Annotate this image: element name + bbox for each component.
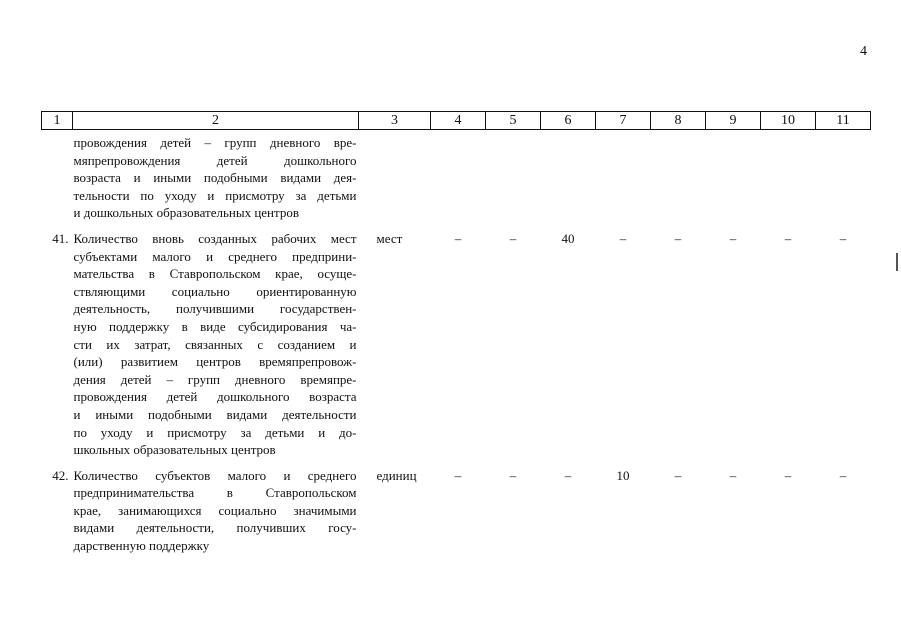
header-cell: 8: [651, 112, 706, 130]
value-cell: –: [509, 467, 517, 483]
text-line: (или) развитием центров времяпрепровож-: [73, 354, 357, 370]
header-cell: 10: [761, 112, 816, 130]
header-cell: 2: [73, 112, 359, 130]
header-cell: 4: [431, 112, 486, 130]
header-cell: 1: [42, 112, 73, 130]
value-cell: –: [454, 467, 462, 483]
value-cell: –: [784, 467, 792, 483]
header-cell: 5: [486, 112, 541, 130]
header-cell: 7: [596, 112, 651, 130]
text-line: сти их затрат, связанных с созданием и: [73, 336, 357, 352]
text-line: мательства в Ставропольском крае, осуще-: [73, 266, 357, 282]
unit-cell: мест: [376, 230, 403, 246]
margin-mark: [896, 253, 898, 271]
indicator-description: [73, 467, 359, 563]
row-number: 41.: [52, 230, 69, 246]
indicators-table-container: [41, 111, 870, 563]
text-line: провождения детей – групп дневного вре-: [73, 135, 357, 150]
header-cell: 6: [541, 112, 596, 130]
value-cell: –: [674, 467, 682, 483]
header-cell: 11: [816, 112, 871, 130]
text-line: и дошкольных образовательных центров: [73, 205, 299, 221]
text-line: мяпрепровождения детей дошкольного: [73, 152, 357, 168]
text-line: крае, занимающихся социально значимыми: [73, 502, 357, 518]
indicator-description: [73, 130, 359, 230]
value-cell: –: [564, 467, 572, 483]
page-number: 4: [860, 44, 867, 59]
text-line: возраста и иными подобными видами дея-: [73, 170, 357, 186]
text-line: ствляющими социально ориентированную: [73, 283, 357, 299]
value-cell: 10: [616, 467, 630, 483]
unit-cell: единиц: [376, 467, 417, 483]
text-line: субъектами малого и среднего предприни-: [73, 248, 357, 264]
text-line: тельности по уходу и присмотру за детьми: [73, 187, 357, 203]
text-line: видами деятельности, получивших госу-: [73, 520, 357, 536]
value-cell: –: [729, 467, 737, 483]
text-line: дения детей – групп дневного времяпре-: [73, 371, 357, 387]
text-line: ную поддержку в виде субсидирования ча-: [73, 318, 357, 334]
table-row: [42, 467, 871, 563]
value-cell: –: [839, 230, 847, 246]
value-cell: –: [619, 230, 627, 246]
value-cell: –: [784, 230, 792, 246]
value-cell: –: [509, 230, 517, 246]
value-cell: –: [674, 230, 682, 246]
table-row: [42, 230, 871, 467]
table-row-continuation: [42, 130, 871, 230]
text-line: дарственную поддержку: [73, 538, 210, 554]
value-cell: 40: [561, 230, 575, 246]
text-line: провождения детей дошкольного возраста: [73, 389, 357, 405]
text-line: и иными подобными видами деятельности: [73, 406, 357, 422]
value-cell: –: [454, 230, 462, 246]
text-line: Количество вновь созданных рабочих мест: [73, 230, 357, 246]
indicator-description: [73, 230, 359, 467]
row-number: 42.: [52, 467, 69, 483]
header-cell: 9: [706, 112, 761, 130]
value-cell: –: [729, 230, 737, 246]
column-number-header: [42, 112, 871, 130]
text-line: по уходу и присмотру за детьми и до-: [73, 424, 357, 440]
indicators-table: [41, 111, 871, 563]
header-cell: 3: [359, 112, 431, 130]
text-line: предпринимательства в Ставропольском: [73, 485, 357, 501]
text-line: деятельность, получившими государствен-: [73, 301, 357, 317]
text-line: Количество субъектов малого и среднего: [73, 467, 357, 483]
text-line: школьных образовательных центров: [73, 442, 276, 458]
value-cell: –: [839, 467, 847, 483]
